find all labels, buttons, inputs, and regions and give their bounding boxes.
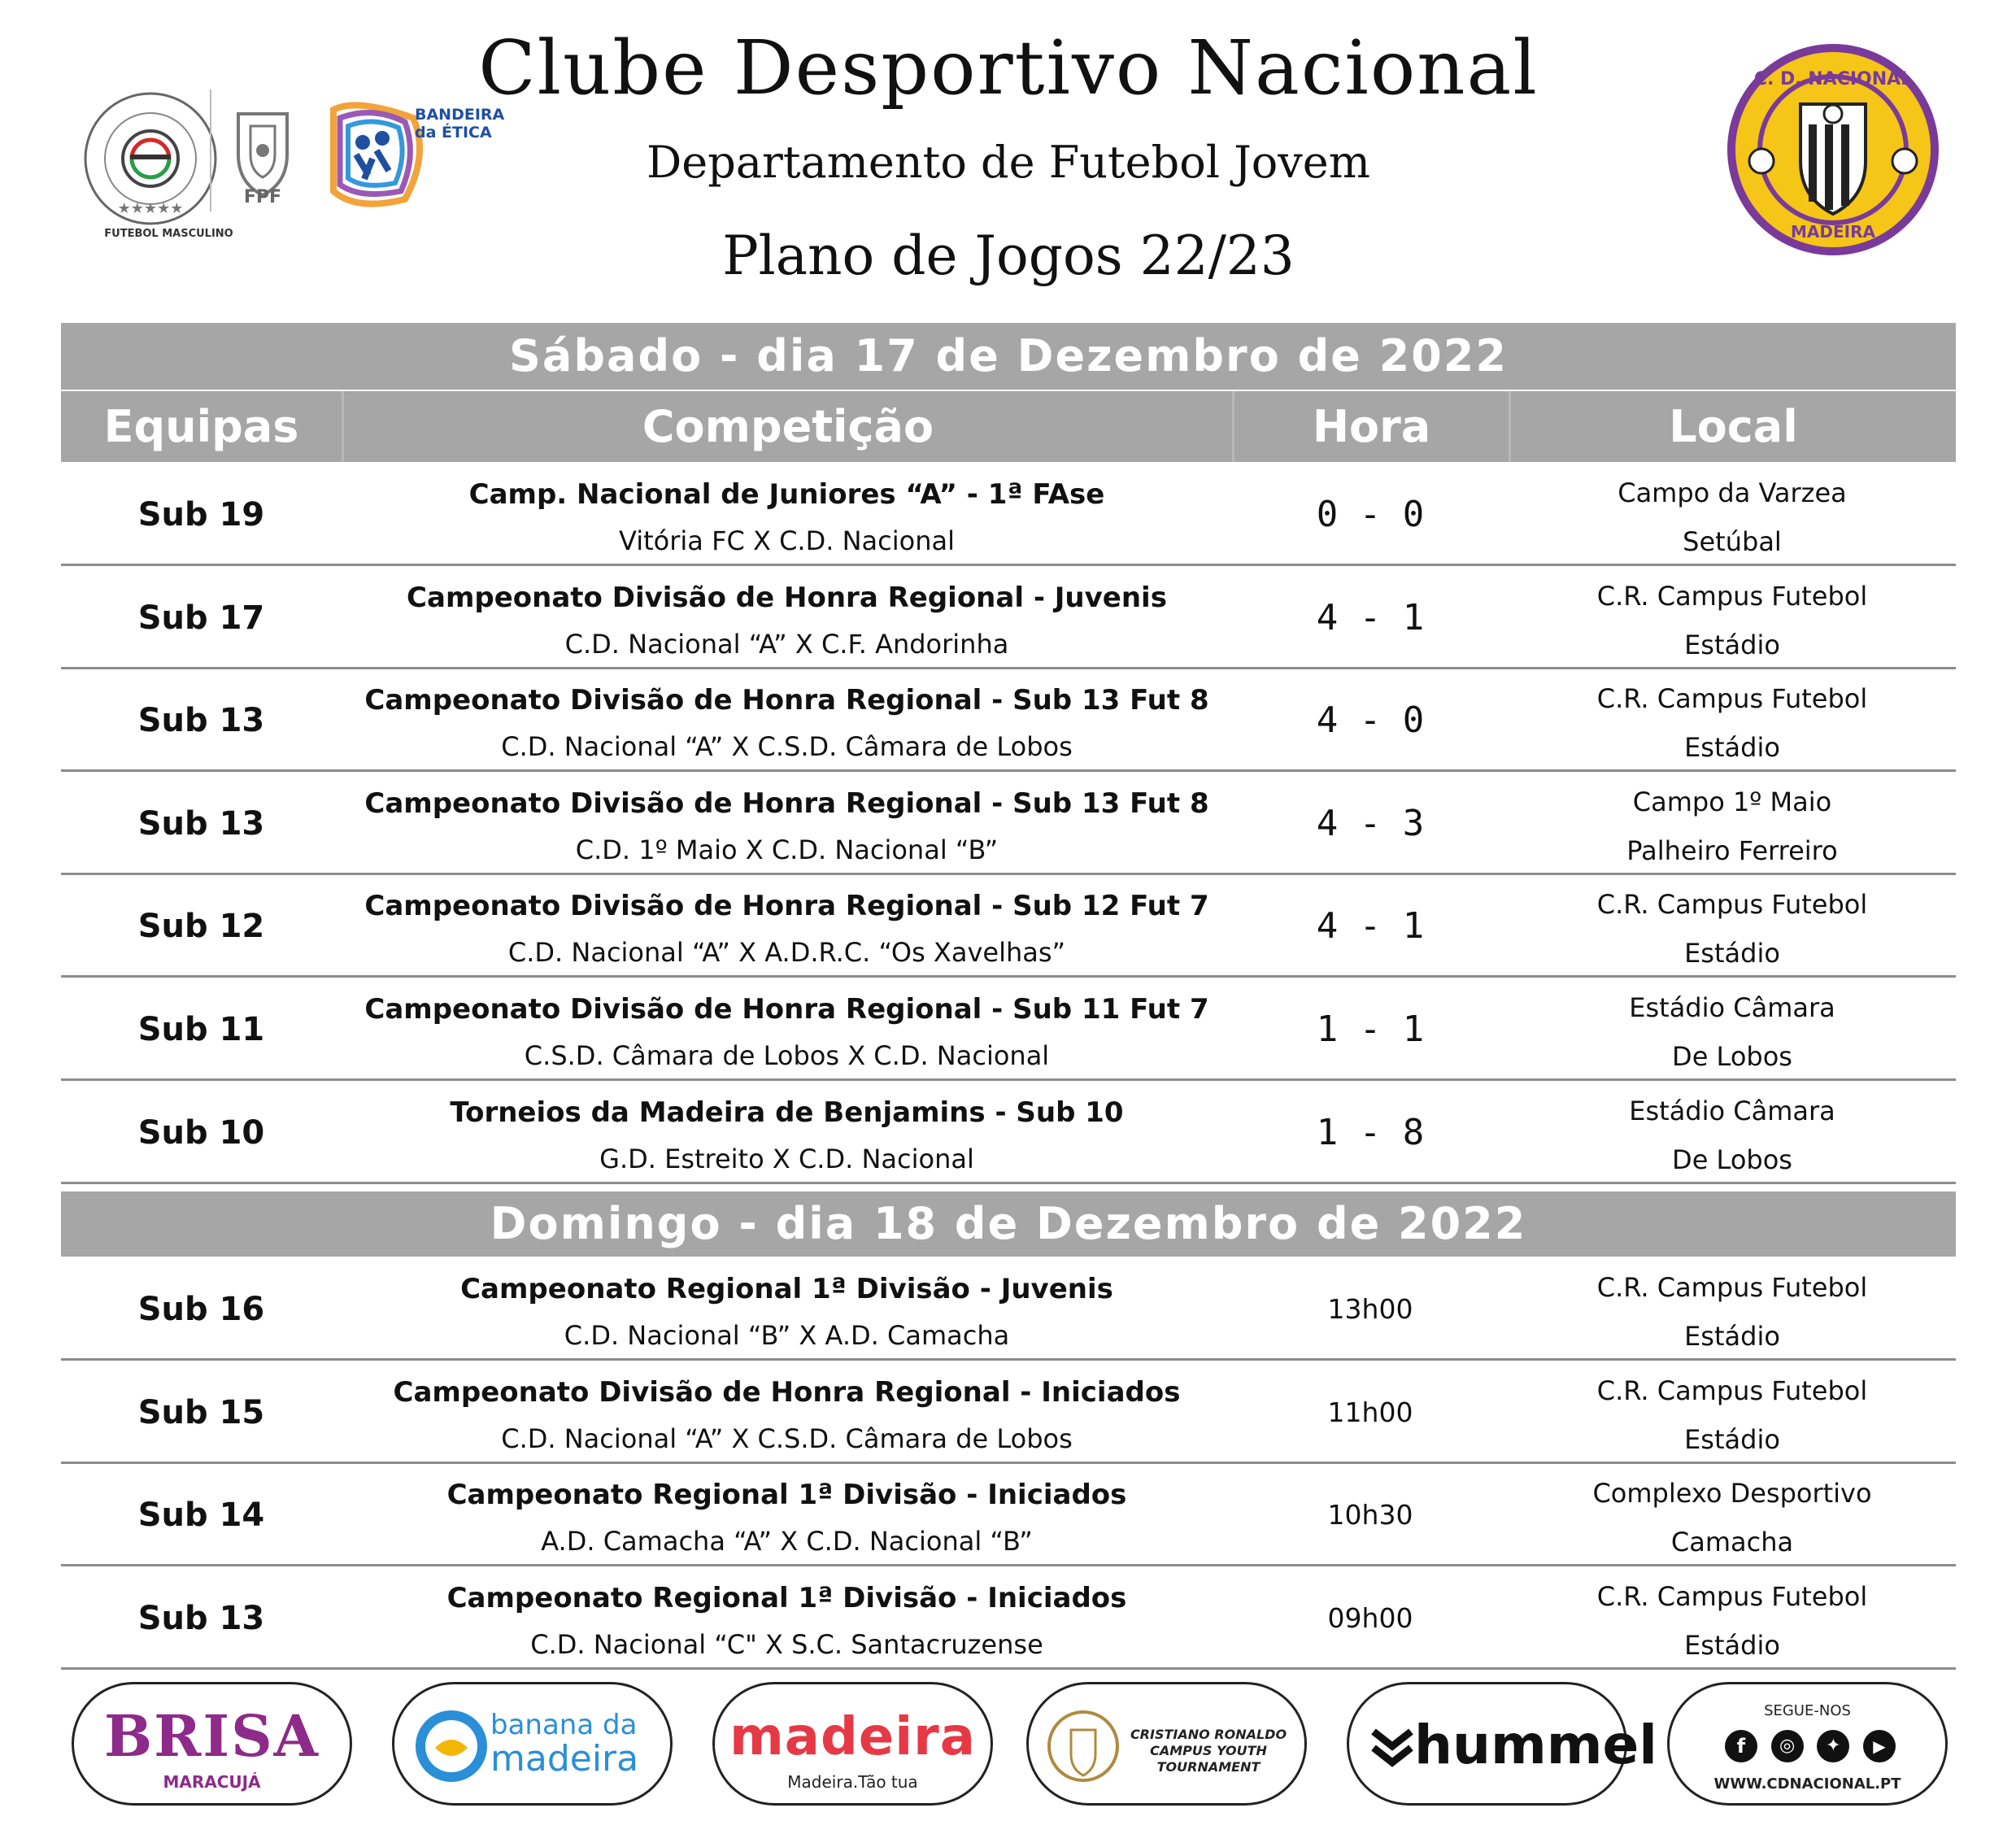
table-row	[61, 567, 1956, 669]
venue-cell	[1509, 572, 1956, 669]
competition-name: Campeonato Divisão de Honra Regional - Juvenis	[407, 581, 1167, 614]
fpf-label: FPF	[243, 187, 282, 207]
competition-name: Campeonato Regional 1ª Divisão - Juvenis	[460, 1273, 1113, 1305]
sponsor-hummel[interactable]	[1347, 1682, 1657, 1806]
banana-logo-icon	[412, 1707, 490, 1785]
madeira-logo-text: madeira	[729, 1707, 976, 1767]
team-cell: Sub 19	[137, 496, 265, 534]
competition-name: Torneios da Madeira de Benjamins - Sub 10	[450, 1096, 1124, 1129]
venue-cell	[1509, 1263, 1956, 1361]
segue-nos-label: SEGUE-NOS	[1764, 1702, 1851, 1719]
match-score: 1 - 8	[1316, 1111, 1425, 1153]
venue-line-2: De Lobos	[1672, 1144, 1792, 1175]
team-cell: Sub 16	[137, 1291, 265, 1328]
competition-cell	[342, 681, 1232, 767]
brisa-logo-text: BRISA	[104, 1702, 320, 1770]
sponsor-brisa[interactable]	[72, 1682, 352, 1806]
venue-cell	[1509, 778, 1956, 875]
venue-cell	[1509, 1572, 1956, 1670]
table-row	[61, 978, 1956, 1081]
venue-line-1: Complexo Desportivo	[1592, 1478, 1872, 1510]
match-score: 4 - 1	[1316, 596, 1425, 638]
plan-title: Plano de Jogos 22/23	[722, 224, 1295, 287]
competition-name: Campeonato Divisão de Honra Regional - Iniciados	[393, 1375, 1181, 1409]
team-cell: Sub 10	[137, 1113, 265, 1152]
hummel-chevron-icon	[1372, 1728, 1413, 1766]
team-cell: Sub 17	[137, 599, 265, 637]
competition-name: Campeonato Divisão de Honra Regional - Sub 13 Fut 8	[364, 684, 1209, 717]
competition-cell	[342, 887, 1232, 973]
kickoff-time: 11h00	[1327, 1396, 1413, 1428]
venue-line-2: Palheiro Ferreiro	[1626, 834, 1838, 866]
sponsor-social-links[interactable]	[1667, 1682, 1948, 1806]
etica-label-2: da ÉTICA	[415, 124, 492, 142]
madeira-tagline: Madeira.Tão tua	[787, 1772, 918, 1792]
match-score: 0 - 0	[1316, 494, 1425, 535]
department-subtitle: Departamento de Futebol Jovem	[647, 137, 1370, 188]
match-teams: C.D. Nacional “A” X C.S.D. Câmara de Lobos	[501, 731, 1073, 763]
team-cell: Sub 13	[137, 804, 265, 843]
venue-cell	[1509, 674, 1956, 772]
competition-cell	[342, 1475, 1232, 1562]
hummel-logo-text: hummel	[1414, 1714, 1657, 1776]
competition-name: Campeonato Divisão de Honra Regional - Sub 11 Fut 7	[364, 993, 1209, 1026]
competition-cell	[342, 784, 1232, 870]
team-cell: Sub 12	[137, 908, 265, 946]
team-cell: Sub 14	[137, 1496, 265, 1535]
team-cell: Sub 11	[137, 1011, 265, 1048]
venue-line-2: Estádio	[1684, 1423, 1780, 1455]
team-cell: Sub 15	[137, 1393, 265, 1431]
table-row	[61, 773, 1956, 875]
table-row	[61, 669, 1956, 772]
etica-label-1: BANDEIRA	[415, 106, 505, 124]
match-teams: C.D. Nacional “A” X C.S.D. Câmara de Lobos	[501, 1422, 1073, 1454]
venue-line-1: Campo da Varzea	[1618, 477, 1847, 508]
youtube-icon[interactable]: ▶	[1863, 1730, 1896, 1762]
col-header-hora: Hora	[1232, 391, 1509, 462]
competition-cell	[342, 1093, 1232, 1179]
match-teams: C.D. Nacional “C" X S.C. Santacruzense	[530, 1628, 1043, 1660]
banana-text-2: madeira	[490, 1738, 639, 1780]
table-row	[61, 1361, 1956, 1464]
table-row	[61, 1258, 1956, 1361]
col-header-equipas: Equipas	[103, 401, 299, 452]
venue-line-2: Estádio	[1684, 938, 1780, 969]
sponsor-cr-campus[interactable]	[1026, 1682, 1307, 1806]
kickoff-time: 13h00	[1327, 1293, 1413, 1325]
match-teams: G.D. Estreito X C.D. Nacional	[599, 1143, 974, 1174]
table-row	[61, 1082, 1956, 1184]
match-teams: Vitória FC X C.D. Nacional	[619, 525, 955, 556]
club-title: Clube Desportivo Nacional	[478, 24, 1539, 111]
kickoff-time: 09h00	[1327, 1601, 1413, 1634]
table-row	[61, 1567, 1956, 1670]
match-teams: A.D. Camacha “A” X C.D. Nacional “B”	[541, 1526, 1033, 1557]
venue-line-2: Estádio	[1684, 1629, 1780, 1661]
venue-line-1: Campo 1º Maio	[1632, 786, 1832, 817]
sponsor-visit-madeira[interactable]	[712, 1682, 993, 1806]
competition-cell	[342, 578, 1232, 664]
match-teams: C.D. 1º Maio X C.D. Nacional “B”	[575, 834, 999, 865]
venue-cell	[1509, 1366, 1956, 1464]
brisa-sub-text: MARACUJÁ	[163, 1772, 261, 1792]
col-header-local: Local	[1509, 391, 1956, 462]
table-row	[61, 1464, 1956, 1566]
match-score: 4 - 1	[1316, 905, 1425, 948]
crest-text-top: C. D. NACIONAL	[1753, 69, 1913, 89]
kickoff-time: 10h30	[1327, 1499, 1413, 1531]
facebook-icon[interactable]: f	[1725, 1730, 1757, 1762]
day-header-saturday: Sábado - dia 17 de Dezembro de 2022	[61, 323, 1956, 390]
club-crest-logo	[1722, 39, 1944, 260]
competition-name: Camp. Nacional de Juniores “A” - 1ª FAse	[468, 478, 1105, 511]
competition-cell	[342, 1579, 1232, 1665]
cert-caption: FUTEBOL MASCULINO	[104, 228, 233, 240]
sponsor-banana-madeira[interactable]	[392, 1682, 673, 1806]
certified-training-entity-badge	[81, 89, 220, 228]
match-teams: C.S.D. Câmara de Lobos X C.D. Nacional	[524, 1040, 1050, 1071]
social-icons	[1725, 1730, 1896, 1762]
website-link[interactable]: WWW.CDNACIONAL.PT	[1713, 1775, 1901, 1793]
venue-cell	[1509, 1087, 1956, 1184]
competition-cell	[342, 1270, 1232, 1356]
competition-cell	[342, 990, 1232, 1076]
venue-line-1: Estádio Câmara	[1629, 1095, 1835, 1126]
competition-name: Campeonato Divisão de Honra Regional - Sub 12 Fut 7	[364, 890, 1209, 923]
venue-line-1: Estádio Câmara	[1629, 992, 1835, 1023]
venue-cell	[1509, 468, 1956, 566]
match-score: 4 - 3	[1316, 802, 1425, 844]
instagram-icon[interactable]: ◎	[1771, 1730, 1804, 1762]
match-score: 1 - 1	[1316, 1009, 1425, 1050]
match-score: 4 - 0	[1316, 699, 1425, 742]
competition-name: Campeonato Divisão de Honra Regional - Sub 13 Fut 8	[364, 786, 1209, 820]
venue-cell	[1509, 983, 1956, 1081]
venue-line-1: C.R. Campus Futebol	[1596, 1374, 1868, 1406]
competition-cell	[342, 475, 1232, 561]
venue-line-1: C.R. Campus Futebol	[1596, 580, 1868, 612]
col-header-competicao: Competição	[342, 391, 1232, 462]
venue-line-1: C.R. Campus Futebol	[1596, 1272, 1868, 1303]
venue-line-2: Estádio	[1684, 629, 1780, 660]
twitter-icon[interactable]: ✦	[1817, 1730, 1849, 1762]
competition-name: Campeonato Regional 1ª Divisão - Iniciados	[446, 1479, 1127, 1512]
left-logos	[81, 81, 520, 252]
competition-cell	[342, 1373, 1232, 1459]
banana-text-1: banana da	[490, 1709, 638, 1741]
svg-text:★★★★★: ★★★★★	[117, 200, 184, 217]
cr-campus-crest-icon	[1047, 1706, 1120, 1787]
competition-name: Campeonato Regional 1ª Divisão - Iniciados	[446, 1581, 1127, 1614]
venue-line-2: Estádio	[1684, 732, 1780, 764]
venue-line-1: C.R. Campus Futebol	[1596, 1580, 1868, 1612]
venue-line-2: Camacha	[1670, 1527, 1794, 1558]
venue-line-2: De Lobos	[1672, 1041, 1792, 1072]
venue-line-1: C.R. Campus Futebol	[1596, 683, 1868, 715]
cr-campus-text: CRISTIANO RONALDO CAMPUS YOUTH TOURNAMENT	[1130, 1727, 1287, 1775]
bandeira-etica-label	[415, 106, 512, 142]
venue-cell	[1509, 880, 1956, 978]
day-header-sunday: Domingo - dia 18 de Dezembro de 2022	[61, 1191, 1956, 1257]
crest-text-bottom: MADEIRA	[1791, 222, 1875, 242]
venue-line-2: Estádio	[1684, 1321, 1780, 1352]
table-row	[61, 464, 1956, 566]
column-headers	[61, 391, 1956, 462]
venue-line-2: Setúbal	[1683, 526, 1782, 557]
team-cell: Sub 13	[137, 702, 265, 740]
venue-line-1: C.R. Campus Futebol	[1596, 889, 1868, 921]
venue-cell	[1509, 1469, 1956, 1566]
match-teams: C.D. Nacional “A” X C.F. Andorinha	[564, 628, 1009, 660]
table-row	[61, 875, 1956, 978]
team-cell: Sub 13	[137, 1599, 265, 1637]
match-teams: C.D. Nacional “A” X A.D.R.C. “Os Xavelhas”	[507, 937, 1066, 969]
match-teams: C.D. Nacional “B” X A.D. Camacha	[564, 1320, 1010, 1351]
logo-divider	[210, 89, 211, 211]
